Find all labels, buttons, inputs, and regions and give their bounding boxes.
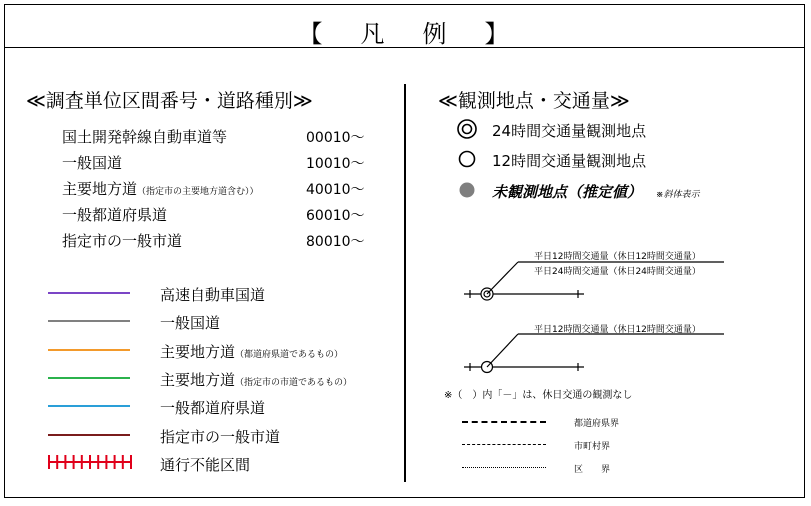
example1-bottom-label: 平日24時間交通量（休日24時間交通量）: [534, 267, 701, 277]
impassable-line-sample: [46, 453, 134, 471]
code-value-1: 10010～: [306, 156, 365, 172]
prefecture-boundary-sample: [462, 421, 546, 423]
municipal-boundary-sample: [462, 444, 546, 445]
line-note-3: （指定市の市道であるもの）: [235, 378, 353, 388]
title-char-1: 凡: [360, 20, 387, 48]
code-note-2: （指定市の主要地方道含む））: [137, 187, 259, 197]
obs-label-1: 12時間交通量観測地点: [492, 152, 647, 170]
line-sample-0: [48, 292, 130, 294]
code-value-3: 60010～: [306, 208, 365, 224]
line-sample-3: [48, 377, 130, 379]
code-value-4: 80010～: [306, 234, 365, 250]
boundary-label-0: 都道府県界: [574, 419, 620, 429]
line-sample-2: [48, 349, 130, 351]
obs-label-2: 未観測地点（推定値） ※斜体表示: [492, 183, 700, 201]
line-label-2: 主要地方道（都道府県道であるもの）: [160, 343, 344, 361]
filled-circle-icon: [457, 180, 477, 200]
line-label-3: 主要地方道（指定市の市道であるもの）: [160, 371, 353, 389]
code-label-3: 一般都道府県道: [62, 206, 168, 224]
double-circle-icon: [456, 118, 478, 140]
line-sample-5: [48, 434, 130, 436]
right-heading: ≪観測地点・交通量≫: [438, 90, 630, 112]
code-label-4: 指定市の一般市道: [62, 232, 183, 250]
line-note-2: （都道府県道であるもの）: [235, 350, 344, 360]
title-char-2: 例: [422, 20, 449, 48]
code-value-0: 00010～: [306, 130, 365, 146]
circle-icon: [457, 149, 477, 169]
line-label-4: 一般都道府県道: [160, 399, 266, 417]
boundary-label-1: 市町村界: [574, 442, 611, 452]
title-close-bracket: 】: [484, 20, 511, 48]
line-label-1: 一般国道: [160, 314, 221, 332]
ward-boundary-sample: [462, 467, 546, 468]
obs-label-0: 24時間交通量観測地点: [492, 122, 647, 140]
line-label-6: 通行不能区間: [160, 456, 251, 474]
line-label-0: 高速自動車国道: [160, 286, 266, 304]
line-sample-1: [48, 320, 130, 322]
code-label-2: 主要地方道（指定市の主要地方道含む））: [62, 180, 259, 198]
left-heading: ≪調査単位区間番号・道路種別≫: [26, 90, 313, 112]
italic-note: ※斜体表示: [656, 190, 700, 200]
boundary-label-2: 区 界: [574, 465, 611, 475]
line-label-5: 指定市の一般市道: [160, 428, 281, 446]
title-open-bracket: 【: [298, 20, 325, 48]
legend-title: [4, 14, 805, 49]
code-value-2: 40010～: [306, 182, 365, 198]
section-divider: [404, 84, 406, 482]
line-sample-4: [48, 405, 130, 407]
example2-top-label: 平日12時間交通量（休日12時間交通量）: [534, 325, 701, 335]
code-label-1: 一般国道: [62, 154, 123, 172]
code-label-0: 国土開発幹線自動車道等: [62, 128, 228, 146]
title-bar: [4, 4, 805, 48]
footnote: ※（ ）内「－」は、休日交通の観測なし: [444, 390, 633, 401]
example1-top-label: 平日12時間交通量（休日12時間交通量）: [534, 252, 701, 262]
